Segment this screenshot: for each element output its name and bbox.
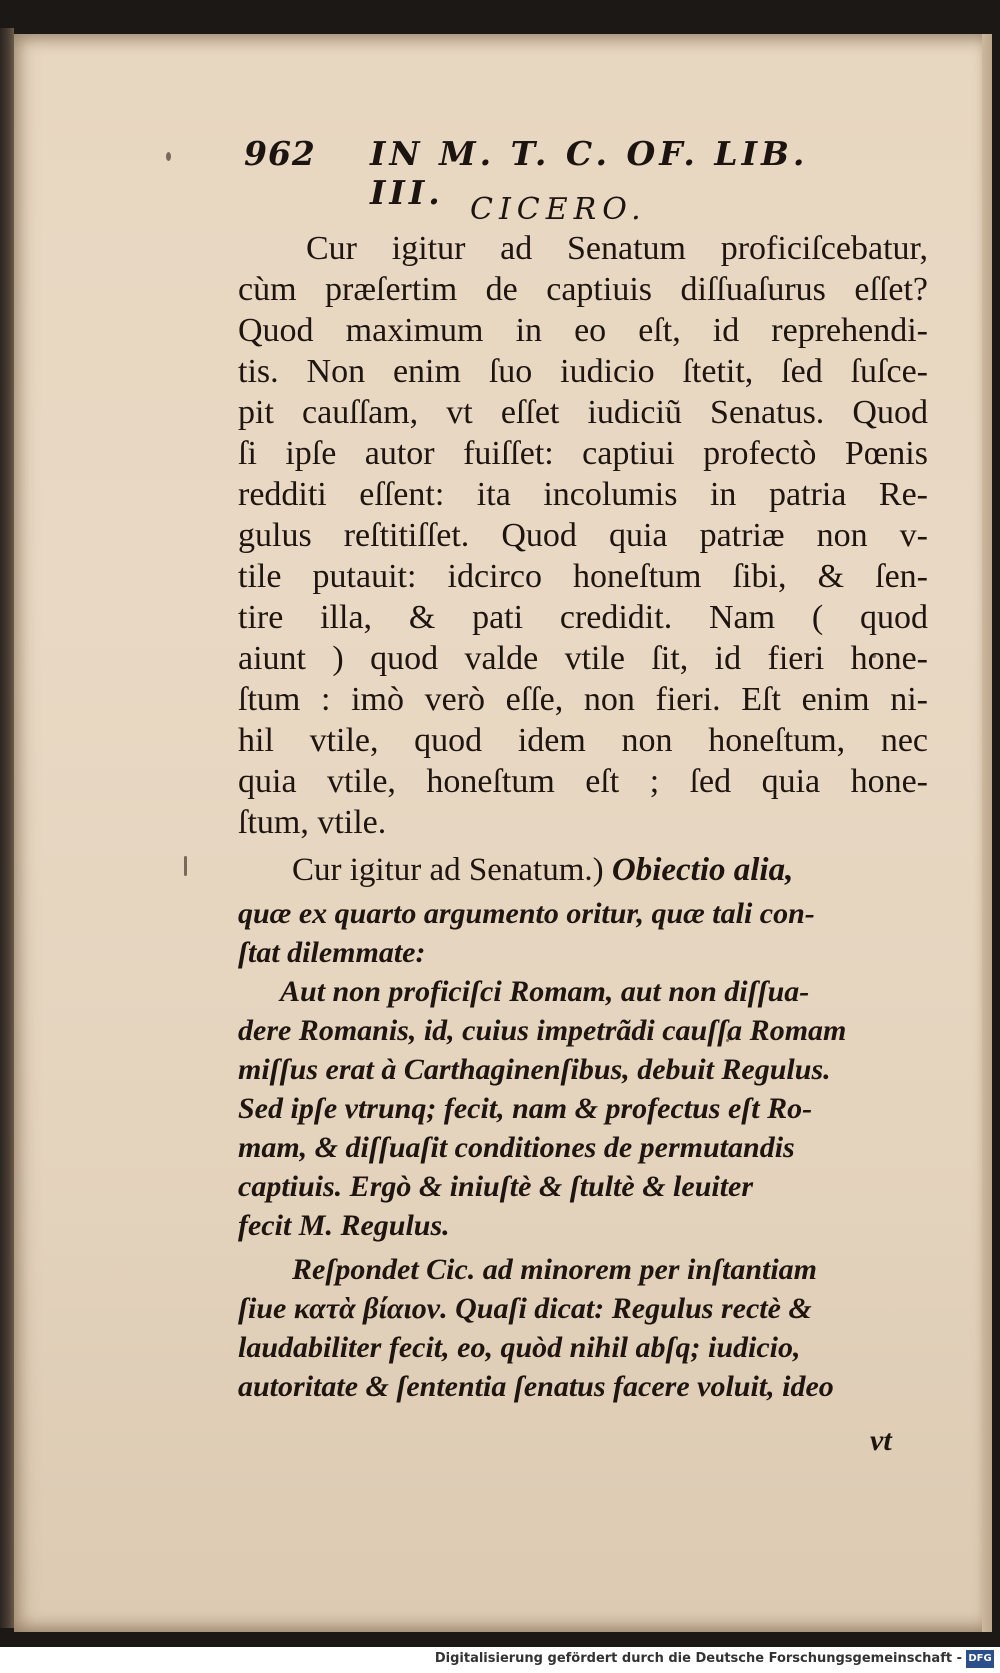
text-line: gulus reſtitiſſet. Quod quia patriæ non v- <box>238 517 928 554</box>
text-line: quia vtile, honeſtum eſt ; ſed quia hone- <box>238 763 928 800</box>
text-line: captiuis. Ergò & iniuſtè & ſtultè & leuiter <box>238 1170 754 1203</box>
text-line: Cur igitur ad Senatum proficiſcebatur, <box>306 230 928 267</box>
text-line: Sed ipſe vtrunq; fecit, nam & profectus eſt Ro- <box>238 1092 813 1125</box>
running-head-title: IN M. T. C. OF. LIB. III. <box>370 134 809 212</box>
footer-bar <box>0 1647 1000 1673</box>
text-line: redditi eſſent: ita incolumis in patria Re- <box>238 476 928 513</box>
text-line: fecit M. Regulus. <box>238 1209 450 1242</box>
commentary-lemma-line <box>238 850 928 891</box>
main-text <box>238 228 928 843</box>
text-line: miſſus erat à Carthaginenſibus, debuit Regulus. <box>238 1053 831 1086</box>
text-line: Reſpondet Cic. ad minorem per inſtantiam <box>292 1253 818 1286</box>
text-line: dere Romanis, id, cuius impetrãdi cauſſa Romam <box>238 1014 847 1047</box>
text-line: pit cauſſam, vt eſſet iudiciũ Senatus. Quod <box>238 394 928 431</box>
text-line: laudabiliter fecit, eo, quòd nihil abſq; iudicio, <box>238 1331 801 1364</box>
commentary-lemma-text: Obiectio alia, <box>611 852 794 888</box>
text-line: ſtum, vtile. <box>238 804 387 841</box>
page-number: 962 <box>244 134 316 173</box>
footer-credit: Digitalisierung gefördert durch die Deutsche Forschungsgemeinschaft - <box>434 1651 962 1666</box>
page-edge <box>982 34 992 1632</box>
commentary-text-b <box>238 1250 928 1406</box>
ink-speck <box>184 856 187 876</box>
text-line: Quod maximum in eo eſt, id reprehendi- <box>238 312 928 349</box>
text-line: ſi ipſe autor fuiſſet: captiui profectò Pœnis <box>238 435 928 472</box>
text-line: autoritate & ſententia ſenatus facere voluit, ideo <box>238 1370 834 1403</box>
text-line: ſtum : imò verò eſſe, non fieri. Eſt enim ni- <box>238 681 928 718</box>
commentary-text-a <box>238 894 928 1245</box>
ink-speck <box>166 152 171 161</box>
text-line: ſtat dilemmate: <box>238 936 426 969</box>
text-line: tile putauit: idcirco honeſtum ſibi, & ſen- <box>238 558 928 595</box>
commentary-lemma: Cur igitur ad Senatum.) <box>292 852 604 888</box>
speaker-heading: CICERO. <box>470 192 647 227</box>
text-line: hil vtile, quod idem non honeſtum, nec <box>238 722 928 759</box>
text-line: Aut non proficiſci Romam, aut non diſſua- <box>280 975 810 1008</box>
text-line: aiunt ) quod valde vtile ſit, id fieri hone- <box>238 640 928 677</box>
text-line: cùm præſertim de captiuis diſſuaſurus eſſet? <box>238 271 928 308</box>
text-line: quæ ex quarto argumento oritur, quæ tali con- <box>238 897 815 930</box>
book-spine <box>0 28 14 1628</box>
dfg-logo: DFG <box>966 1650 994 1668</box>
text-line: tis. Non enim ſuo iudicio ſtetit, ſed ſuſce- <box>238 353 928 390</box>
text-line: tire illa, & pati credidit. Nam ( quod <box>238 599 928 636</box>
text-line: ſiue κατὰ βίαιον. Quaſi dicat: Regulus rectè & <box>238 1292 812 1325</box>
text-line: mam, & diſſuaſit conditiones de permutandis <box>238 1131 795 1164</box>
catchword: vt <box>870 1424 892 1457</box>
